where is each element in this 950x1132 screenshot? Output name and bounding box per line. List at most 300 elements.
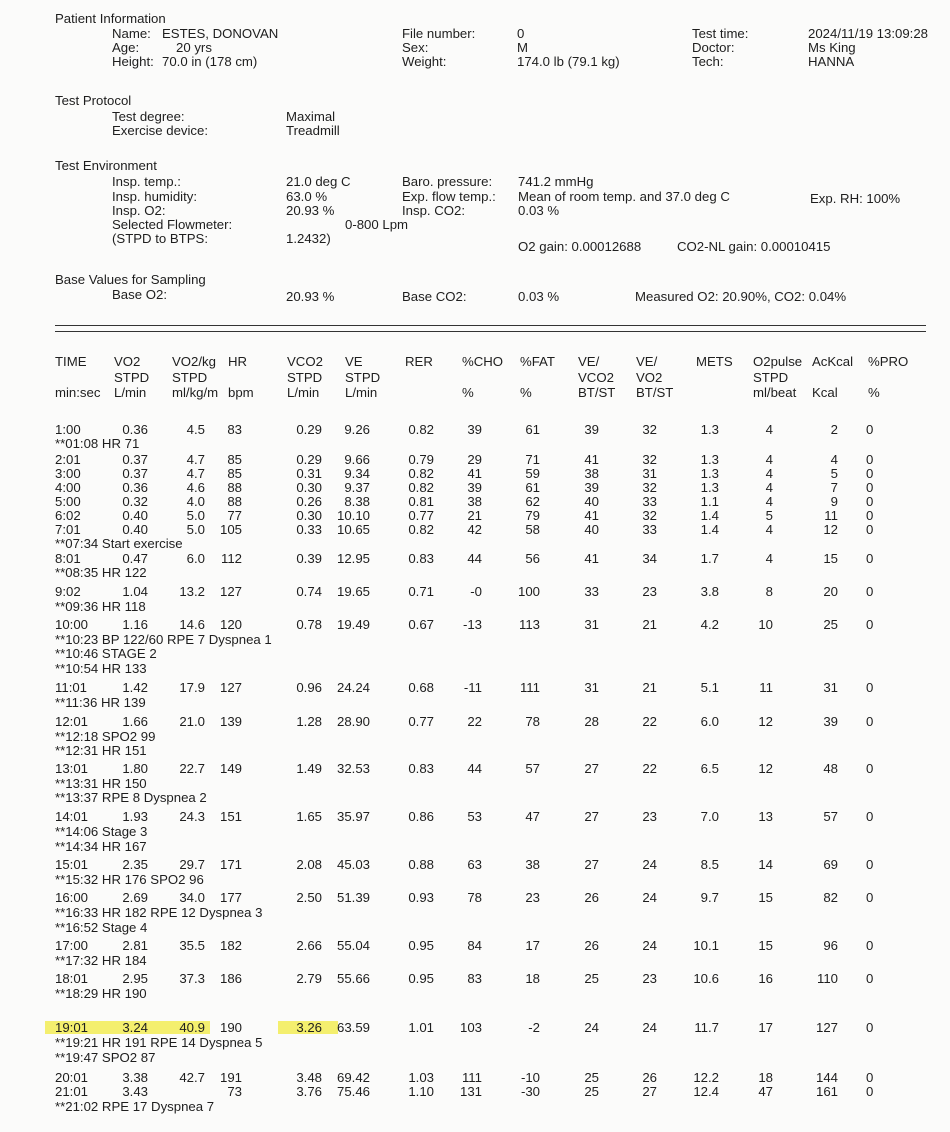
table-cell: 12.95 [336,551,370,566]
table-cell: 17.9 [179,680,205,695]
column-header: STPD [287,370,323,385]
table-cell: 111 [519,680,540,695]
column-header: VE/ [636,354,658,369]
table-cell: 88 [227,480,242,495]
field-label: (STPD to BTPS: [112,231,208,246]
column-header: ml/beat [753,385,797,400]
field-value: 741.2 mmHg [518,174,594,189]
field-value: O2 gain: 0.00012688 [518,239,642,254]
field-value: 0.03 % [518,289,560,304]
column-header: bpm [228,385,254,400]
table-cell: 23 [642,971,657,986]
section-title: Test Protocol [55,93,132,108]
table-cell: 3.26 [296,1020,322,1035]
event-note: **13:31 HR 150 [55,776,147,791]
table-cell: 4:00 [55,480,81,495]
table-cell: 1.03 [408,1070,434,1085]
table-cell: 1.3 [700,452,719,467]
event-note: **15:32 HR 176 SPO2 96 [55,872,204,887]
table-cell: 0.82 [408,480,434,495]
table-cell: 29.7 [179,857,205,872]
event-note: **19:21 HR 191 RPE 14 Dyspnea 5 [55,1035,263,1050]
table-cell: 18 [525,971,540,986]
table-cell: 100 [517,584,540,599]
column-header: % [868,385,880,400]
table-cell: -2 [528,1020,540,1035]
table-cell: 19.49 [336,617,370,632]
table-cell: 1.1 [700,494,719,509]
table-cell: 139 [219,714,242,729]
table-cell: 40 [584,494,599,509]
table-cell: 28 [584,714,599,729]
table-cell: 59 [525,466,540,481]
table-cell: 0.78 [296,617,322,632]
table-cell: 4 [765,494,773,509]
table-cell: 48 [823,761,838,776]
field-value: Ms King [808,40,856,55]
table-cell: 25 [823,617,838,632]
field-label: Sex: [402,40,429,55]
table-cell: 0.82 [408,522,434,537]
table-cell: 23 [525,890,540,905]
table-cell: 1:00 [55,422,81,437]
table-cell: 34.0 [179,890,205,905]
field-value: Maximal [286,109,336,124]
table-cell: 84 [467,938,482,953]
table-cell: 105 [219,522,242,537]
table-cell: 29 [467,452,482,467]
table-cell: 8 [765,584,773,599]
table-cell: 127 [219,680,242,695]
field-value: 1.2432) [286,231,331,246]
table-cell: 151 [219,809,242,824]
table-cell: 47 [525,809,540,824]
column-header: METS [696,354,733,369]
column-header: VE [345,354,363,369]
table-cell: 22 [642,714,657,729]
table-cell: 0 [866,494,874,509]
table-cell: 0 [866,1070,874,1085]
table-cell: 0.77 [408,714,434,729]
table-cell: 82 [823,890,838,905]
column-header: VCO2 [578,370,614,385]
table-cell: 1.10 [408,1084,434,1099]
table-cell: 0 [866,584,874,599]
field-value: Mean of room temp. and 37.0 deg C [518,189,730,204]
table-cell: 10:00 [55,617,89,632]
column-header: RER [405,354,433,369]
field-label: Age: [112,40,140,55]
field-label: Baro. pressure: [402,174,493,189]
event-note: **17:32 HR 184 [55,953,147,968]
column-header: HR [228,354,248,369]
table-cell: 20:01 [55,1070,89,1085]
table-cell: 182 [219,938,242,953]
table-cell: 10 [758,617,773,632]
table-cell: 13:01 [55,761,89,776]
table-cell: 112 [220,551,242,566]
table-cell: 83 [467,971,482,986]
table-cell: 127 [815,1020,838,1035]
table-cell: 1.93 [122,809,148,824]
table-cell: 0 [866,680,874,695]
table-cell: 16:00 [55,890,89,905]
table-cell: 62 [525,494,540,509]
table-cell: 25 [584,971,599,986]
table-cell: 22 [467,714,482,729]
table-cell: 1.3 [700,466,719,481]
table-cell: 9.37 [344,480,370,495]
table-cell: 0.30 [296,508,322,523]
table-cell: 24 [642,938,657,953]
table-cell: 6.0 [700,714,719,729]
table-cell: 4 [765,551,773,566]
column-header: O2pulse [753,354,803,369]
table-cell: 3.8 [700,584,719,599]
table-cell: 38 [584,466,599,481]
table-cell: 57 [525,761,540,776]
table-cell: 58 [525,522,540,537]
field-label: Doctor: [692,40,735,55]
table-cell: 38 [467,494,482,509]
column-header: STPD [114,370,150,385]
table-cell: 28.90 [336,714,370,729]
event-note: **10:23 BP 122/60 RPE 7 Dyspnea 1 [55,632,272,647]
table-cell: 7:01 [55,522,81,537]
table-cell: 0.36 [122,480,148,495]
table-cell: 85 [227,452,242,467]
field-value: 0.03 % [518,203,560,218]
table-cell: 149 [219,761,242,776]
table-cell: 35.5 [179,938,205,953]
table-cell: 1.01 [408,1020,434,1035]
table-cell: 1.4 [700,508,719,523]
table-cell: 0.40 [122,508,148,523]
table-cell: 14 [758,857,773,872]
table-cell: 40.9 [179,1020,205,1035]
table-cell: 39 [467,480,482,495]
table-cell: 10.10 [336,508,370,523]
event-note: **18:29 HR 190 [55,986,147,1001]
table-cell: 0.68 [408,680,434,695]
field-label: Selected Flowmeter: [112,217,233,232]
table-cell: 71 [525,452,540,467]
table-cell: 5.0 [186,508,205,523]
event-note: **14:34 HR 167 [55,839,147,854]
table-cell: 9.7 [700,890,719,905]
table-cell: 1.28 [296,714,322,729]
table-cell: 6.0 [186,551,205,566]
table-cell: 4.0 [186,494,205,509]
table-cell: 32 [642,508,657,523]
table-cell: 51.39 [336,890,370,905]
table-cell: 2.50 [296,890,322,905]
table-cell: 5 [830,466,838,481]
field-label: Exercise device: [112,123,209,138]
divider-line [55,331,926,332]
table-cell: 12 [823,522,838,537]
table-cell: 35.97 [336,809,370,824]
table-cell: 14:01 [55,809,89,824]
table-cell: 69 [823,857,838,872]
table-cell: 10.1 [693,938,719,953]
field-label: File number: [402,26,476,41]
field-value: 174.0 lb (79.1 kg) [517,54,620,69]
column-header: ml/kg/m [172,385,219,400]
table-cell: 0.86 [408,809,434,824]
field-value: M [517,40,528,55]
field-label: Tech: [692,54,724,69]
table-cell: 120 [219,617,242,632]
column-header: %CHO [462,354,504,369]
table-cell: 78 [525,714,540,729]
table-cell: 0 [866,890,874,905]
table-cell: 33 [642,522,657,537]
table-cell: 191 [219,1070,242,1085]
column-header: VE/ [578,354,600,369]
table-cell: 12 [758,714,773,729]
table-cell: 32 [642,452,657,467]
field-value: ESTES, DONOVAN [162,26,279,41]
table-cell: 25 [584,1084,599,1099]
column-header: VO2/kg [172,354,216,369]
column-header: Kcal [812,385,838,400]
table-cell: 4 [830,452,838,467]
table-cell: 23 [642,584,657,599]
table-cell: 38 [525,857,540,872]
table-cell: 4 [765,452,773,467]
event-note: **16:52 Stage 4 [55,920,148,935]
table-cell: 9:02 [55,584,81,599]
table-cell: 27 [584,809,599,824]
field-label: Height: [112,54,154,69]
table-cell: 1.7 [700,551,719,566]
table-cell: 1.65 [296,809,322,824]
table-cell: 11:01 [55,680,88,695]
table-cell: 45.03 [336,857,370,872]
event-note: **12:18 SPO2 99 [55,729,156,744]
table-cell: 2.81 [122,938,148,953]
table-cell: 19:01 [55,1020,89,1035]
table-cell: 23 [642,809,657,824]
table-cell: 0.81 [408,494,434,509]
table-cell: 190 [219,1020,242,1035]
table-cell: 3.24 [122,1020,148,1035]
table-cell: 0 [866,466,874,481]
table-cell: 4 [765,466,773,481]
table-cell: 5.0 [186,522,205,537]
table-cell: 5:00 [55,494,81,509]
table-cell: 2 [830,422,838,437]
field-value: 63.0 % [286,189,328,204]
table-cell: 32 [642,422,657,437]
table-cell: 0 [866,761,874,776]
field-value: 20 yrs [176,40,212,55]
table-cell: 85 [227,466,242,481]
table-cell: 63 [467,857,482,872]
field-label: Test time: [692,26,749,41]
table-cell: 4 [765,422,773,437]
table-cell: 75.46 [336,1084,370,1099]
table-cell: 61 [525,480,540,495]
event-note: **09:36 HR 118 [55,599,146,614]
table-cell: 44 [467,551,482,566]
table-cell: 1.04 [122,584,148,599]
table-cell: 0.82 [408,466,434,481]
table-cell: 1.80 [122,761,148,776]
table-cell: 4 [765,522,773,537]
table-cell: 0.96 [296,680,322,695]
table-cell: 15:01 [55,857,89,872]
table-cell: 32.53 [336,761,370,776]
table-cell: 27 [642,1084,657,1099]
table-cell: 17 [758,1020,773,1035]
table-cell: 8.38 [344,494,370,509]
table-cell: 3.48 [296,1070,322,1085]
field-value: Treadmill [286,123,340,138]
field-value: 2024/11/19 13:09:28 [808,26,929,41]
table-cell: 18:01 [55,971,89,986]
table-cell: 103 [459,1020,482,1035]
table-cell: 9.26 [344,422,370,437]
table-cell: 17:00 [55,938,89,953]
table-cell: 33 [584,584,599,599]
table-cell: 0.36 [122,422,148,437]
table-cell: 0.30 [296,480,322,495]
table-cell: -13 [462,617,482,632]
table-cell: 16 [758,971,773,986]
table-cell: 39 [584,480,599,495]
table-cell: 11.7 [694,1020,719,1035]
table-cell: 41 [584,452,599,467]
table-cell: 41 [584,508,599,523]
table-cell: 17 [525,938,540,953]
table-cell: 0.82 [408,422,434,437]
table-cell: 21.0 [179,714,205,729]
table-cell: 0 [866,714,874,729]
table-cell: 12.2 [693,1070,719,1085]
table-cell: 55.66 [336,971,370,986]
event-note: **07:34 Start exercise [55,536,183,551]
column-header: VO2 [114,354,141,369]
table-cell: 2.35 [122,857,148,872]
table-cell: 69.42 [336,1070,370,1085]
table-cell: 15 [758,938,773,953]
table-cell: 0 [866,522,874,537]
table-cell: 8:01 [55,551,81,566]
table-cell: 1.49 [296,761,322,776]
table-cell: 0 [866,809,874,824]
table-cell: 32 [642,480,657,495]
field-label: Name: [112,26,151,41]
table-cell: 15 [823,551,838,566]
column-header: L/min [287,385,320,400]
table-cell: 13 [758,809,773,824]
field-value: Measured O2: 20.90%, CO2: 0.04% [635,289,847,304]
table-cell: 144 [815,1070,838,1085]
field-label: Insp. O2: [112,203,166,218]
column-header: TIME [55,354,87,369]
table-cell: 26 [584,890,599,905]
event-note: **21:02 RPE 17 Dyspnea 7 [55,1099,215,1114]
table-cell: 2.95 [122,971,148,986]
table-cell: 0 [866,480,874,495]
table-cell: 25 [584,1070,599,1085]
field-label: Base O2: [112,287,167,302]
event-note: **10:54 HR 133 [55,661,147,676]
table-cell: 10.65 [336,522,370,537]
table-cell: 41 [584,551,599,566]
table-cell: 4.7 [186,452,205,467]
field-value: 70.0 in (178 cm) [162,54,258,69]
table-cell: 3.38 [122,1070,148,1085]
table-cell: 0.29 [296,422,322,437]
table-cell: 53 [467,809,482,824]
table-cell: 26 [642,1070,657,1085]
table-cell: 14.6 [179,617,205,632]
table-cell: 31 [642,466,657,481]
table-cell: 3:00 [55,466,81,481]
table-cell: 0.32 [122,494,148,509]
table-cell: 111 [461,1070,482,1085]
table-cell: 31 [584,617,599,632]
table-cell: 0.74 [296,584,322,599]
field-label: Insp. temp.: [112,174,181,189]
table-cell: 113 [518,617,540,632]
table-cell: 0 [866,971,874,986]
table-cell: 1.3 [700,480,719,495]
column-header: % [462,385,474,400]
table-cell: 96 [823,938,838,953]
table-cell: 0.31 [296,466,322,481]
table-cell: 171 [219,857,242,872]
table-cell: 83 [227,422,242,437]
table-cell: 57 [823,809,838,824]
table-cell: 12:01 [55,714,89,729]
table-cell: 3.43 [122,1084,148,1099]
table-cell: 0 [866,1020,874,1035]
table-cell: 24.24 [336,680,370,695]
table-cell: 20 [823,584,838,599]
table-cell: 79 [525,508,540,523]
table-cell: 0.93 [408,890,434,905]
table-cell: 0.67 [408,617,434,632]
table-cell: 21:01 [55,1084,89,1099]
table-cell: 177 [219,890,242,905]
field-value: Exp. RH: 100% [810,191,901,206]
table-cell: 47 [758,1084,773,1099]
table-cell: 4.6 [186,480,205,495]
table-cell: 21 [642,680,657,695]
table-cell: 88 [227,494,242,509]
table-cell: 0 [866,938,874,953]
table-cell: 161 [815,1084,838,1099]
table-cell: 0.83 [408,551,434,566]
section-title: Test Environment [55,158,157,173]
table-cell: 55.04 [336,938,370,953]
event-note: **14:06 Stage 3 [55,824,148,839]
table-cell: -10 [520,1070,540,1085]
column-header: L/min [345,385,378,400]
event-note: **13:37 RPE 8 Dyspnea 2 [55,790,207,805]
table-cell: 24 [584,1020,599,1035]
table-cell: 56 [525,551,540,566]
table-cell: 0.33 [296,522,322,537]
table-cell: -30 [520,1084,540,1099]
field-value: 0 [517,26,525,41]
table-cell: 0 [866,551,874,566]
table-cell: 44 [467,761,482,776]
